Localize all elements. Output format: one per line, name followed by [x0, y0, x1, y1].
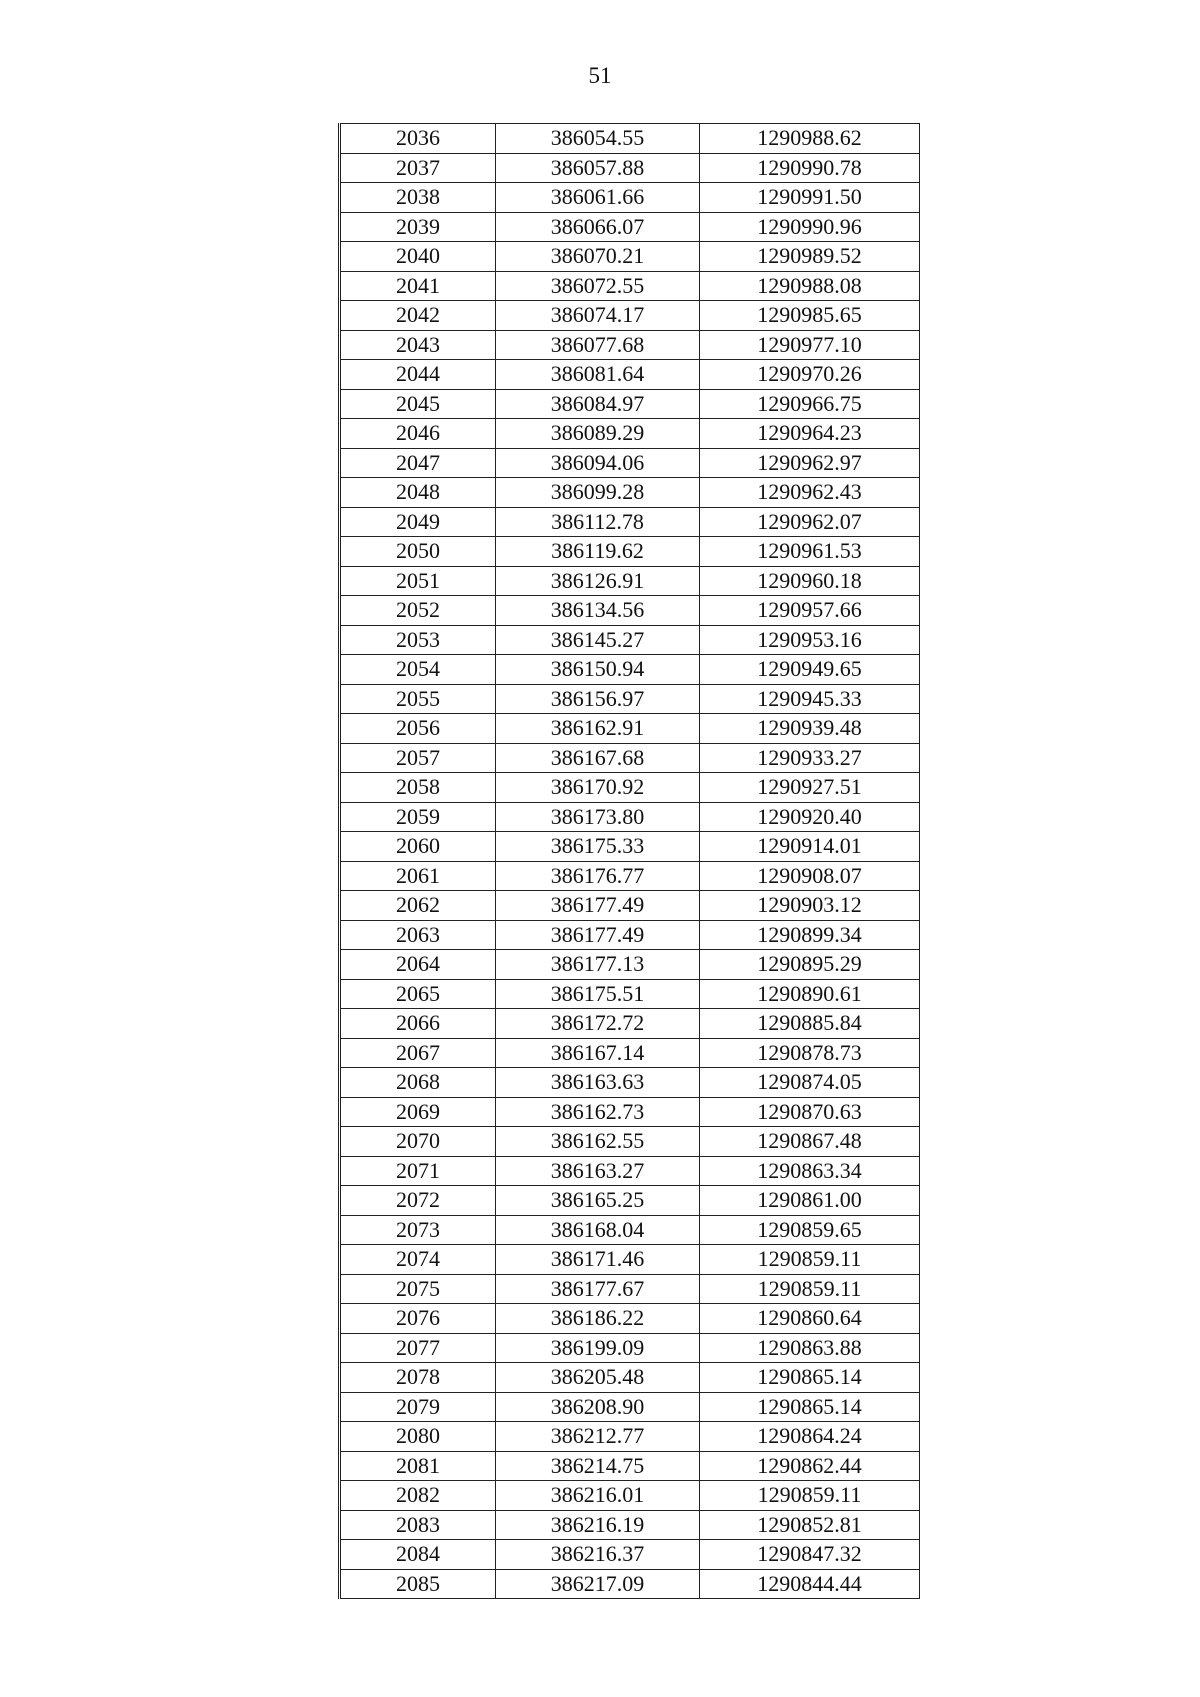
point-number-cell: 2054 — [340, 655, 496, 685]
point-number-cell: 2047 — [340, 448, 496, 478]
point-number-cell: 2082 — [340, 1481, 496, 1511]
y-coordinate-cell: 1290852.81 — [700, 1510, 920, 1540]
table-row — [340, 419, 920, 449]
y-coordinate-cell: 1290844.44 — [700, 1569, 920, 1599]
point-number-cell: 2085 — [340, 1569, 496, 1599]
table-row — [340, 625, 920, 655]
x-coordinate-cell: 386217.09 — [496, 1569, 700, 1599]
x-coordinate-cell: 386216.19 — [496, 1510, 700, 1540]
point-number-cell: 2079 — [340, 1392, 496, 1422]
x-coordinate-cell: 386112.78 — [496, 507, 700, 537]
point-number-cell: 2083 — [340, 1510, 496, 1540]
y-coordinate-cell: 1290961.53 — [700, 537, 920, 567]
y-coordinate-cell: 1290847.32 — [700, 1540, 920, 1570]
point-number-cell: 2072 — [340, 1186, 496, 1216]
point-number-cell: 2084 — [340, 1540, 496, 1570]
point-number-cell: 2052 — [340, 596, 496, 626]
y-coordinate-cell: 1290953.16 — [700, 625, 920, 655]
x-coordinate-cell: 386162.73 — [496, 1097, 700, 1127]
table-row — [340, 537, 920, 567]
x-coordinate-cell: 386119.62 — [496, 537, 700, 567]
x-coordinate-cell: 386061.66 — [496, 183, 700, 213]
point-number-cell: 2081 — [340, 1451, 496, 1481]
point-number-cell: 2038 — [340, 183, 496, 213]
x-coordinate-cell: 386081.64 — [496, 360, 700, 390]
point-number-cell: 2060 — [340, 832, 496, 862]
table-row — [340, 1333, 920, 1363]
x-coordinate-cell: 386175.51 — [496, 979, 700, 1009]
x-coordinate-cell: 386175.33 — [496, 832, 700, 862]
table-row — [340, 714, 920, 744]
table-row — [340, 1274, 920, 1304]
table-row — [340, 389, 920, 419]
point-number-cell: 2045 — [340, 389, 496, 419]
x-coordinate-cell: 386094.06 — [496, 448, 700, 478]
y-coordinate-cell: 1290899.34 — [700, 920, 920, 950]
y-coordinate-cell: 1290859.65 — [700, 1215, 920, 1245]
point-number-cell: 2063 — [340, 920, 496, 950]
x-coordinate-cell: 386163.63 — [496, 1068, 700, 1098]
y-coordinate-cell: 1290864.24 — [700, 1422, 920, 1452]
table-row — [340, 743, 920, 773]
x-coordinate-cell: 386176.77 — [496, 861, 700, 891]
point-number-cell: 2073 — [340, 1215, 496, 1245]
x-coordinate-cell: 386054.55 — [496, 124, 700, 154]
coordinates-table — [338, 123, 920, 1599]
point-number-cell: 2041 — [340, 271, 496, 301]
table-row — [340, 507, 920, 537]
table-row — [340, 242, 920, 272]
point-number-cell: 2064 — [340, 950, 496, 980]
x-coordinate-cell: 386162.55 — [496, 1127, 700, 1157]
table-row — [340, 832, 920, 862]
x-coordinate-cell: 386077.68 — [496, 330, 700, 360]
x-coordinate-cell: 386084.97 — [496, 389, 700, 419]
point-number-cell: 2076 — [340, 1304, 496, 1334]
y-coordinate-cell: 1290989.52 — [700, 242, 920, 272]
point-number-cell: 2042 — [340, 301, 496, 331]
x-coordinate-cell: 386186.22 — [496, 1304, 700, 1334]
y-coordinate-cell: 1290964.23 — [700, 419, 920, 449]
y-coordinate-cell: 1290957.66 — [700, 596, 920, 626]
y-coordinate-cell: 1290865.14 — [700, 1392, 920, 1422]
x-coordinate-cell: 386072.55 — [496, 271, 700, 301]
table-row — [340, 1245, 920, 1275]
point-number-cell: 2036 — [340, 124, 496, 154]
y-coordinate-cell: 1290960.18 — [700, 566, 920, 596]
coordinates-table-container — [338, 123, 918, 1599]
y-coordinate-cell: 1290862.44 — [700, 1451, 920, 1481]
point-number-cell: 2080 — [340, 1422, 496, 1452]
y-coordinate-cell: 1290920.40 — [700, 802, 920, 832]
point-number-cell: 2039 — [340, 212, 496, 242]
table-row — [340, 478, 920, 508]
x-coordinate-cell: 386165.25 — [496, 1186, 700, 1216]
x-coordinate-cell: 386168.04 — [496, 1215, 700, 1245]
y-coordinate-cell: 1290945.33 — [700, 684, 920, 714]
table-row — [340, 1009, 920, 1039]
x-coordinate-cell: 386216.01 — [496, 1481, 700, 1511]
y-coordinate-cell: 1290991.50 — [700, 183, 920, 213]
x-coordinate-cell: 386205.48 — [496, 1363, 700, 1393]
point-number-cell: 2037 — [340, 153, 496, 183]
y-coordinate-cell: 1290861.00 — [700, 1186, 920, 1216]
table-row — [340, 1215, 920, 1245]
x-coordinate-cell: 386177.13 — [496, 950, 700, 980]
x-coordinate-cell: 386145.27 — [496, 625, 700, 655]
y-coordinate-cell: 1290949.65 — [700, 655, 920, 685]
table-row — [340, 1097, 920, 1127]
y-coordinate-cell: 1290939.48 — [700, 714, 920, 744]
table-row — [340, 684, 920, 714]
table-row — [340, 920, 920, 950]
y-coordinate-cell: 1290990.78 — [700, 153, 920, 183]
point-number-cell: 2070 — [340, 1127, 496, 1157]
x-coordinate-cell: 386099.28 — [496, 478, 700, 508]
y-coordinate-cell: 1290870.63 — [700, 1097, 920, 1127]
table-row — [340, 183, 920, 213]
table-row — [340, 1451, 920, 1481]
x-coordinate-cell: 386177.49 — [496, 920, 700, 950]
point-number-cell: 2062 — [340, 891, 496, 921]
x-coordinate-cell: 386163.27 — [496, 1156, 700, 1186]
y-coordinate-cell: 1290863.88 — [700, 1333, 920, 1363]
point-number-cell: 2051 — [340, 566, 496, 596]
table-row — [340, 1540, 920, 1570]
point-number-cell: 2057 — [340, 743, 496, 773]
y-coordinate-cell: 1290885.84 — [700, 1009, 920, 1039]
x-coordinate-cell: 386156.97 — [496, 684, 700, 714]
y-coordinate-cell: 1290908.07 — [700, 861, 920, 891]
y-coordinate-cell: 1290865.14 — [700, 1363, 920, 1393]
x-coordinate-cell: 386177.49 — [496, 891, 700, 921]
table-row — [340, 979, 920, 1009]
y-coordinate-cell: 1290990.96 — [700, 212, 920, 242]
y-coordinate-cell: 1290890.61 — [700, 979, 920, 1009]
point-number-cell: 2053 — [340, 625, 496, 655]
table-row — [340, 1304, 920, 1334]
x-coordinate-cell: 386167.68 — [496, 743, 700, 773]
table-row — [340, 1422, 920, 1452]
y-coordinate-cell: 1290859.11 — [700, 1274, 920, 1304]
point-number-cell: 2067 — [340, 1038, 496, 1068]
point-number-cell: 2043 — [340, 330, 496, 360]
x-coordinate-cell: 386167.14 — [496, 1038, 700, 1068]
x-coordinate-cell: 386173.80 — [496, 802, 700, 832]
x-coordinate-cell: 386089.29 — [496, 419, 700, 449]
x-coordinate-cell: 386134.56 — [496, 596, 700, 626]
table-row — [340, 1186, 920, 1216]
page-number: 51 — [588, 63, 612, 88]
y-coordinate-cell: 1290988.08 — [700, 271, 920, 301]
table-row — [340, 773, 920, 803]
y-coordinate-cell: 1290878.73 — [700, 1038, 920, 1068]
table-row — [340, 1038, 920, 1068]
y-coordinate-cell: 1290962.43 — [700, 478, 920, 508]
x-coordinate-cell: 386216.37 — [496, 1540, 700, 1570]
table-row — [340, 212, 920, 242]
point-number-cell: 2061 — [340, 861, 496, 891]
x-coordinate-cell: 386066.07 — [496, 212, 700, 242]
table-row — [340, 360, 920, 390]
point-number-cell: 2075 — [340, 1274, 496, 1304]
point-number-cell: 2065 — [340, 979, 496, 1009]
table-row — [340, 950, 920, 980]
table-row — [340, 301, 920, 331]
point-number-cell: 2056 — [340, 714, 496, 744]
x-coordinate-cell: 386177.67 — [496, 1274, 700, 1304]
point-number-cell: 2077 — [340, 1333, 496, 1363]
x-coordinate-cell: 386171.46 — [496, 1245, 700, 1275]
x-coordinate-cell: 386126.91 — [496, 566, 700, 596]
table-row — [340, 1510, 920, 1540]
table-row — [340, 1156, 920, 1186]
table-row — [340, 271, 920, 301]
y-coordinate-cell: 1290988.62 — [700, 124, 920, 154]
coordinates-table-body — [340, 124, 920, 1599]
table-row — [340, 596, 920, 626]
table-row — [340, 153, 920, 183]
point-number-cell: 2078 — [340, 1363, 496, 1393]
point-number-cell: 2074 — [340, 1245, 496, 1275]
y-coordinate-cell: 1290903.12 — [700, 891, 920, 921]
x-coordinate-cell: 386208.90 — [496, 1392, 700, 1422]
table-row — [340, 1481, 920, 1511]
table-row — [340, 566, 920, 596]
point-number-cell: 2040 — [340, 242, 496, 272]
table-row — [340, 1127, 920, 1157]
y-coordinate-cell: 1290927.51 — [700, 773, 920, 803]
point-number-cell: 2058 — [340, 773, 496, 803]
table-row — [340, 1392, 920, 1422]
y-coordinate-cell: 1290933.27 — [700, 743, 920, 773]
point-number-cell: 2068 — [340, 1068, 496, 1098]
x-coordinate-cell: 386199.09 — [496, 1333, 700, 1363]
point-number-cell: 2071 — [340, 1156, 496, 1186]
y-coordinate-cell: 1290962.97 — [700, 448, 920, 478]
table-row — [340, 655, 920, 685]
table-row — [340, 1068, 920, 1098]
y-coordinate-cell: 1290874.05 — [700, 1068, 920, 1098]
y-coordinate-cell: 1290895.29 — [700, 950, 920, 980]
y-coordinate-cell: 1290867.48 — [700, 1127, 920, 1157]
y-coordinate-cell: 1290859.11 — [700, 1245, 920, 1275]
x-coordinate-cell: 386214.75 — [496, 1451, 700, 1481]
y-coordinate-cell: 1290859.11 — [700, 1481, 920, 1511]
table-row — [340, 330, 920, 360]
x-coordinate-cell: 386057.88 — [496, 153, 700, 183]
y-coordinate-cell: 1290863.34 — [700, 1156, 920, 1186]
x-coordinate-cell: 386212.77 — [496, 1422, 700, 1452]
point-number-cell: 2049 — [340, 507, 496, 537]
x-coordinate-cell: 386070.21 — [496, 242, 700, 272]
table-row — [340, 1363, 920, 1393]
table-row — [340, 1569, 920, 1599]
x-coordinate-cell: 386170.92 — [496, 773, 700, 803]
table-row — [340, 448, 920, 478]
point-number-cell: 2069 — [340, 1097, 496, 1127]
point-number-cell: 2066 — [340, 1009, 496, 1039]
x-coordinate-cell: 386172.72 — [496, 1009, 700, 1039]
y-coordinate-cell: 1290914.01 — [700, 832, 920, 862]
x-coordinate-cell: 386162.91 — [496, 714, 700, 744]
table-row — [340, 124, 920, 154]
point-number-cell: 2046 — [340, 419, 496, 449]
table-row — [340, 861, 920, 891]
y-coordinate-cell: 1290962.07 — [700, 507, 920, 537]
y-coordinate-cell: 1290977.10 — [700, 330, 920, 360]
x-coordinate-cell: 386150.94 — [496, 655, 700, 685]
table-row — [340, 802, 920, 832]
table-row — [340, 891, 920, 921]
y-coordinate-cell: 1290966.75 — [700, 389, 920, 419]
point-number-cell: 2059 — [340, 802, 496, 832]
y-coordinate-cell: 1290985.65 — [700, 301, 920, 331]
y-coordinate-cell: 1290860.64 — [700, 1304, 920, 1334]
point-number-cell: 2044 — [340, 360, 496, 390]
y-coordinate-cell: 1290970.26 — [700, 360, 920, 390]
x-coordinate-cell: 386074.17 — [496, 301, 700, 331]
point-number-cell: 2055 — [340, 684, 496, 714]
point-number-cell: 2048 — [340, 478, 496, 508]
point-number-cell: 2050 — [340, 537, 496, 567]
